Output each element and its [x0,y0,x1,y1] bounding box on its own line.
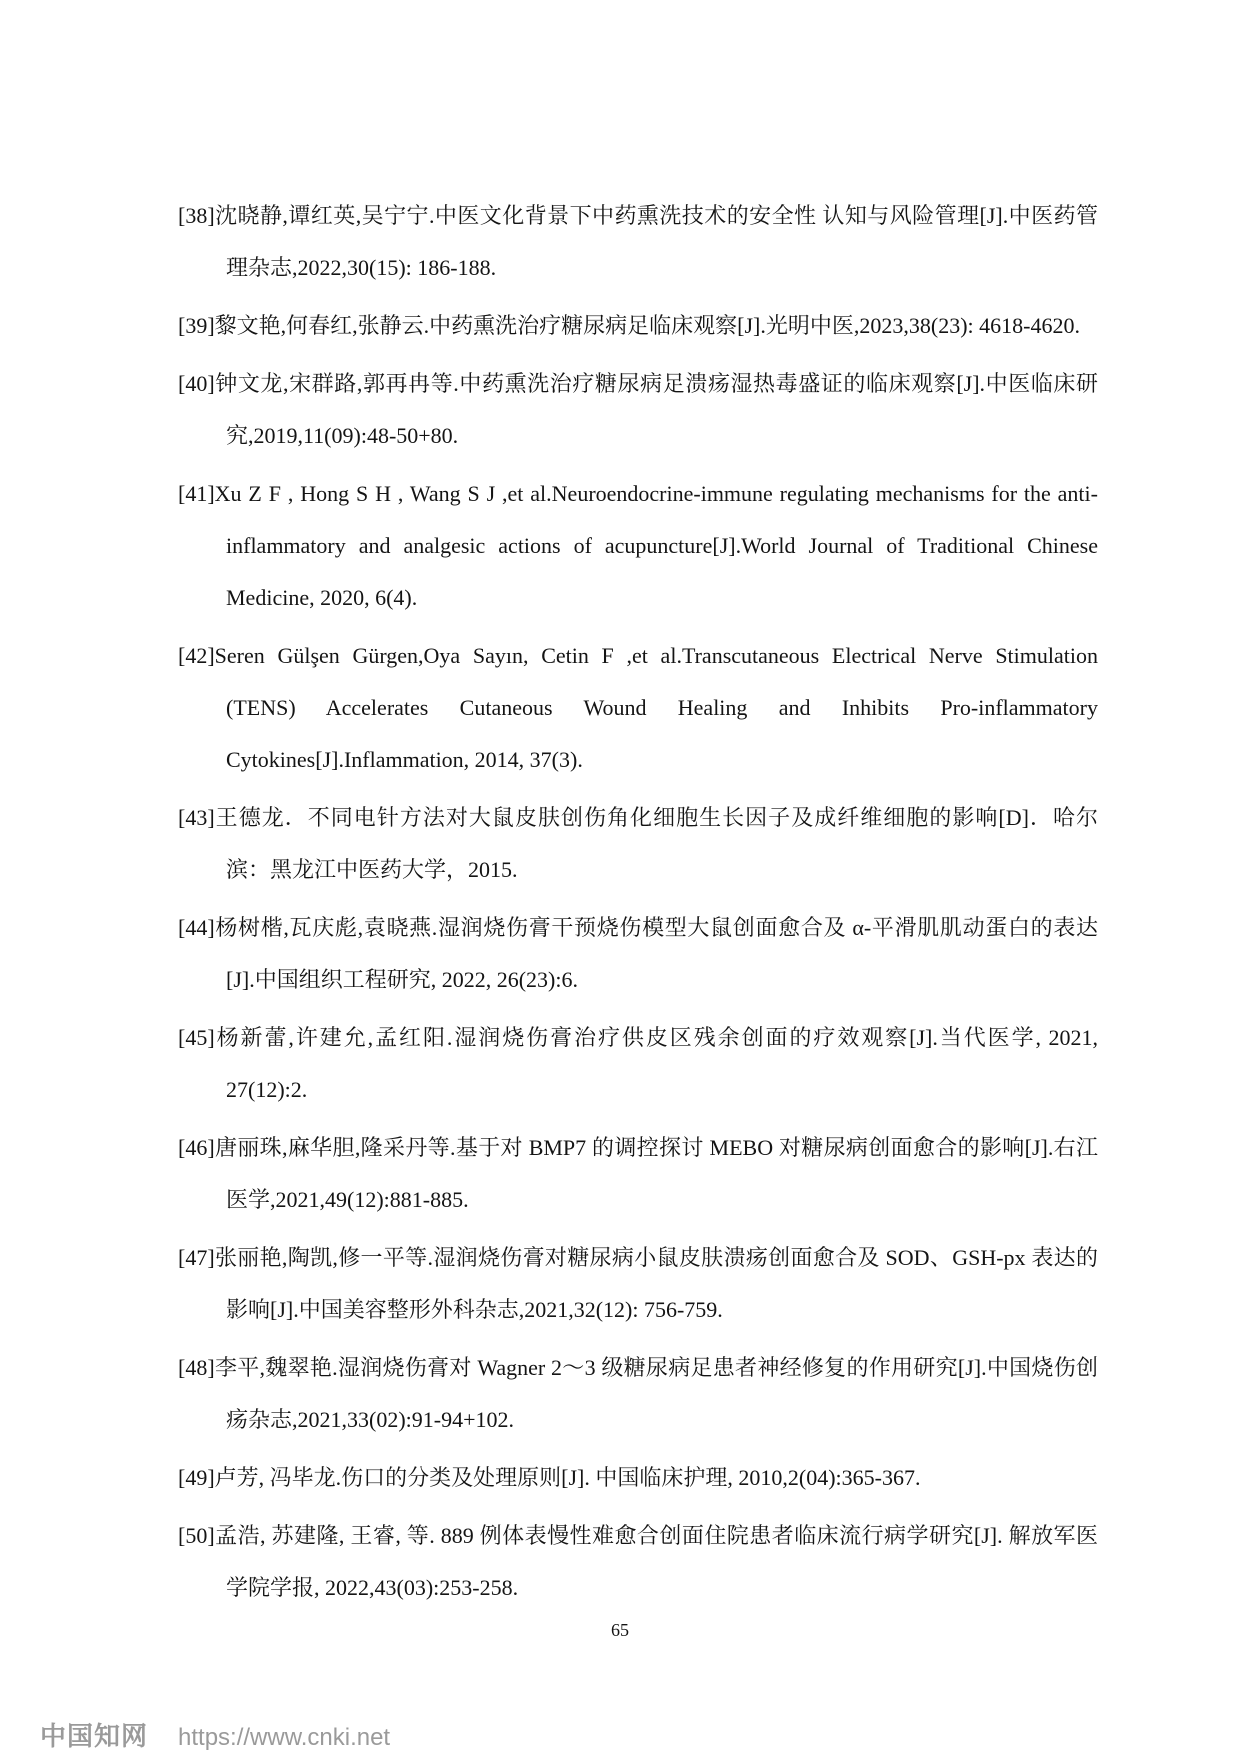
reference-item [178,1452,1098,1504]
reference-number: [49] [178,1465,215,1490]
reference-number: [48] [178,1355,215,1380]
reference-text: 黎文艳,何春红,张静云.中药熏洗治疗糖尿病足临床观察[J].光明中医,2023,38(23): 4618-4620. [214,313,1080,338]
reference-text: 唐丽珠,麻华胆,隆采丹等.基于对 BMP7 的调控探讨 MEBO 对糖尿病创面愈合的影响[J].右江医学,2021,49(12):881-885. [214,1135,1098,1212]
reference-number: [38] [178,203,215,228]
reference-item [178,358,1098,462]
reference-item [178,1510,1098,1614]
reference-text: 杨新蕾,许建允,孟红阳.湿润烧伤膏治疗供皮区残余创面的疗效观察[J].当代医学, 2021, 27(12):2. [214,1025,1098,1102]
reference-item [178,1012,1098,1116]
reference-number: [47] [178,1245,215,1270]
reference-item [178,190,1098,294]
reference-text: 钟文龙,宋群路,郭再冉等.中药熏洗治疗糖尿病足溃疡湿热毒盛证的临床观察[J].中医临床研究,2019,11(09):48-50+80. [214,371,1098,448]
reference-text: 王德龙．不同电针方法对大鼠皮肤创伤角化细胞生长因子及成纤维细胞的影响[D]．哈尔滨：黑龙江中医药大学，2015. [214,805,1098,882]
reference-item [178,1232,1098,1336]
reference-item [178,792,1098,896]
reference-number: [41] [178,481,215,506]
reference-number: [45] [178,1025,215,1050]
cnki-url: https://www.cnki.net [178,1724,391,1751]
reference-number: [39] [178,313,215,338]
reference-number: [42] [178,643,215,668]
reference-list [178,190,1098,1620]
reference-text: 孟浩, 苏建隆, 王睿, 等. 889 例体表慢性难愈合创面住院患者临床流行病学研究[J]. 解放军医学院学报, 2022,43(03):253-258. [214,1523,1098,1600]
reference-text: 张丽艳,陶凯,修一平等.湿润烧伤膏对糖尿病小鼠皮肤溃疡创面愈合及 SOD、GSH-px 表达的影响[J].中国美容整形外科杂志,2021,32(12): 756-759. [214,1245,1098,1322]
reference-item [178,1342,1098,1446]
reference-number: [40] [178,371,215,396]
reference-text: 沈晓静,谭红英,吴宁宁.中医文化背景下中药熏洗技术的安全性 认知与风险管理[J].中医药管理杂志,2022,30(15): 186-188. [214,203,1098,280]
reference-number: [44] [178,915,215,940]
reference-item [178,300,1098,352]
reference-text: 杨树楷,瓦庆彪,袁晓燕.湿润烧伤膏干预烧伤模型大鼠创面愈合及 α-平滑肌肌动蛋白的表达[J].中国组织工程研究, 2022, 26(23):6. [214,915,1098,992]
reference-text: Seren Gülşen Gürgen,Oya Sayın, Cetin F ,et al.Transcutaneous Electrical Nerve Stimulation (TENS) Accelerates Cutaneous Wound Healing and Inhibits Pro-inflammatory Cytokines[J].Inflammation, 2014, 37(3). [214,643,1098,772]
reference-item [178,468,1098,624]
reference-item [178,902,1098,1006]
reference-item [178,1122,1098,1226]
reference-text: 卢芳, 冯毕龙.伤口的分类及处理原则[J]. 中国临床护理, 2010,2(04):365-367. [214,1465,921,1490]
cnki-logo: 中国知网 [40,1721,149,1751]
cnki-watermark [40,1716,390,1753]
reference-text: Xu Z F , Hong S H , Wang S J ,et al.Neuroendocrine-immune regulating mechanisms for the anti-inflammatory and analgesic actions of acupuncture[J].World Journal of Traditional Chinese Medicine, 2020, 6(4). [214,481,1098,610]
reference-number: [50] [178,1523,215,1548]
page-number: 65 [611,1620,629,1640]
reference-item [178,630,1098,786]
reference-number: [43] [178,805,215,830]
reference-number: [46] [178,1135,215,1160]
reference-text: 李平,魏翠艳.湿润烧伤膏对 Wagner 2～3 级糖尿病足患者神经修复的作用研究[J].中国烧伤创疡杂志,2021,33(02):91-94+102. [214,1355,1098,1432]
